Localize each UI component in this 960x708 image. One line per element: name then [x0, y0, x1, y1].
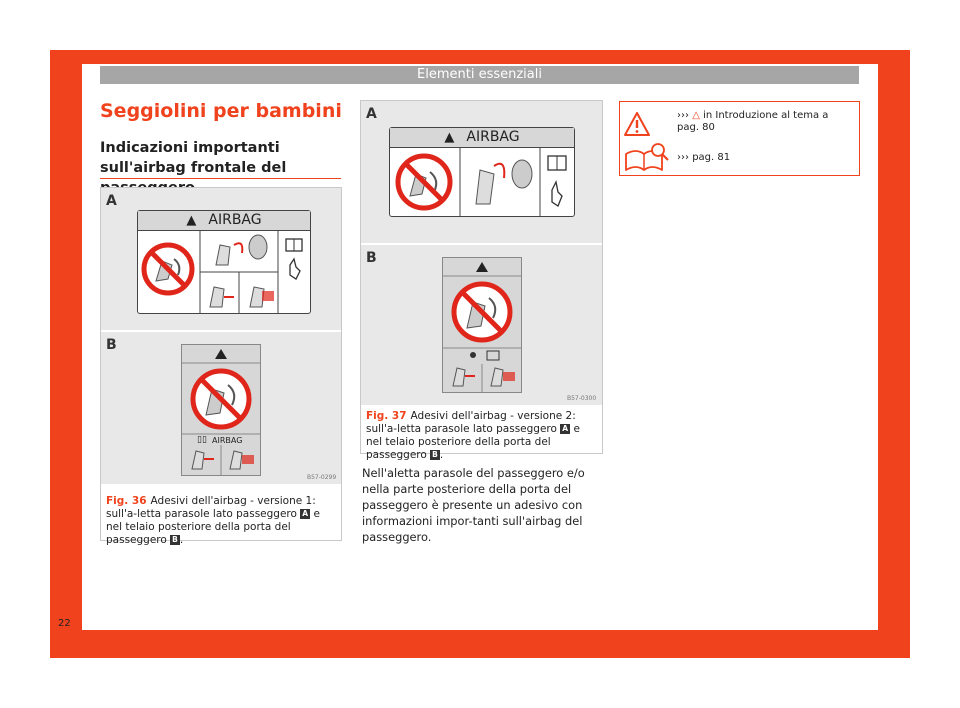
warning-ref-text: in Introduzione al tema a pag. 80 [677, 110, 829, 133]
warning-triangle-icon [476, 262, 488, 272]
fig36-door-label-text: AIRBAG [212, 436, 243, 445]
small-warning-icon: △ [692, 110, 700, 121]
book-reference[interactable] [677, 152, 849, 164]
fig37-label-title: AIRBAG [466, 129, 520, 145]
fig36-panel-a-letter: A [106, 193, 117, 209]
warning-triangle-icon [624, 112, 650, 136]
book-magnifier-icon [624, 142, 670, 172]
fig37-number: Fig. 37 [366, 410, 407, 422]
fig36-caption-2: e nel telaio posteriore della porta del passeggero [106, 508, 320, 546]
fig36-caption-3: . [179, 534, 184, 546]
fig37-ref-b: B [432, 450, 438, 459]
body-paragraph: Nell'aletta parasole del passeggero e/o nella parte posteriore della porta del passeggero è presente un adesivo con informazioni impor-tanti sull'airbag del passeggero. [362, 466, 585, 544]
fig36-code: B57-0299 [307, 474, 337, 481]
section-title: Seggiolini per bambini [100, 100, 342, 122]
book-icon [487, 351, 499, 360]
warning-triangle-icon [215, 349, 227, 359]
fig36-ref-a: A [302, 509, 309, 518]
fig37-caption-3: . [439, 449, 444, 461]
fig36-airbag-label [137, 210, 311, 314]
fig37-caption [366, 410, 596, 462]
fig36-door-label [181, 344, 261, 476]
page-header: Elementi essenziali [100, 66, 859, 84]
book-icon: ▯▯ [197, 435, 207, 445]
fig36-panel-b [101, 332, 341, 484]
fig36-label-title: AIRBAG [208, 212, 262, 228]
airbag-symbol-icon [470, 352, 476, 358]
warning-triangle-icon: ▲ [444, 130, 455, 145]
fig36-number: Fig. 36 [106, 495, 147, 507]
fig36-caption-1: Adesivi dell'airbag - versione 1: sull'a-letta parasole lato passeggero [106, 495, 316, 520]
reference-box [619, 101, 860, 176]
fig36-door-pictograms [182, 345, 260, 475]
warning-ref-arrow: ››› [677, 110, 689, 121]
fig37-panel-b-letter: B [366, 250, 377, 266]
fig37-ref-a: A [562, 424, 569, 433]
page-number: 22 [58, 618, 71, 629]
fig37-code: B57-0300 [567, 395, 597, 402]
fig36-label-pictograms [138, 231, 310, 313]
fig37-door-pictograms [443, 258, 521, 392]
book-ref-text: pag. 81 [692, 152, 731, 163]
fig36-panel-a [101, 188, 341, 330]
subsection-title: Indicazioni importanti sull'airbag frontale del [100, 140, 287, 176]
fig37-caption-1: Adesivi dell'airbag - versione 2: sull'a-letta parasole lato passeggero [366, 410, 576, 435]
fig37-panel-b [361, 245, 602, 405]
fig36-caption [106, 495, 336, 547]
fig37-panel-a-letter: A [366, 106, 377, 122]
figure-36 [100, 187, 342, 546]
fig37-label-pictograms [390, 148, 574, 216]
fig37-label-header [390, 128, 574, 148]
warning-reference[interactable] [677, 110, 849, 134]
subtitle-rule [100, 178, 341, 179]
fig37-airbag-label [389, 127, 575, 217]
fig36-ref-b: B [172, 535, 178, 544]
fig36-label-header [138, 211, 310, 231]
book-ref-arrow: ››› [677, 152, 689, 163]
fig37-door-label [442, 257, 522, 393]
fig37-caption-2: e nel telaio posteriore della porta del passeggero [366, 423, 580, 461]
fig36-panel-b-letter: B [106, 337, 117, 353]
warning-triangle-icon: ▲ [186, 213, 197, 228]
figure-37 [360, 100, 603, 461]
fig37-panel-a [361, 101, 602, 243]
